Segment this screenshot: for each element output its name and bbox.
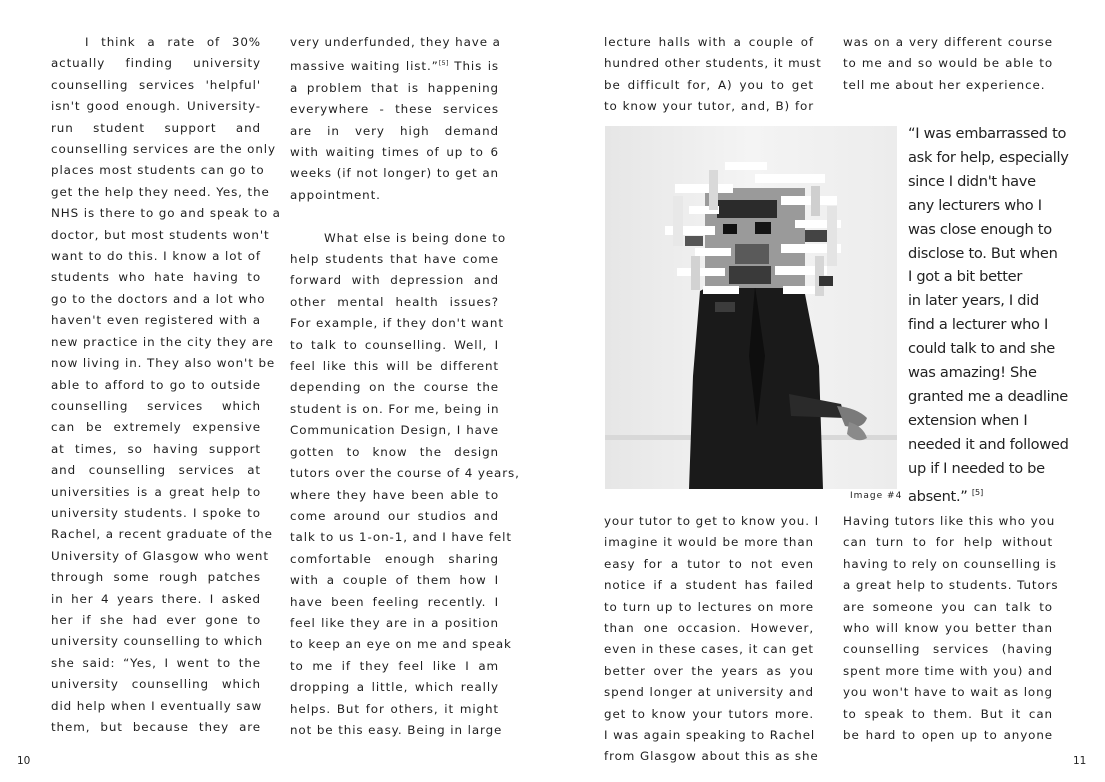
quote-line: in later years, I did <box>908 292 1039 310</box>
body-line: easy for a tutor to not even <box>604 556 814 571</box>
body-line: want to do this. I know a lot of <box>51 249 261 264</box>
body-line: student is on. For me, being in <box>290 401 500 416</box>
body-line: gotten to know the design <box>290 444 499 459</box>
body-line: universities is a great help to <box>51 484 261 499</box>
body-line: spend longer at university and <box>604 685 814 700</box>
body-line: places most students can go to <box>51 163 265 178</box>
body-line: university counselling to which <box>51 634 264 649</box>
quote-line: ask for help, especially <box>908 148 1069 166</box>
quote-line: was amazing! She <box>908 364 1037 382</box>
body-line: having to rely on counselling is <box>843 556 1057 571</box>
body-line: I think a rate of 30% <box>85 35 261 49</box>
left-page-column-2 <box>290 32 520 741</box>
body-line: feel like they are in a position <box>290 615 499 630</box>
portrait-photo <box>605 126 897 489</box>
fragmented-portrait-image <box>605 126 897 489</box>
body-line: can turn to for help without <box>843 535 1053 550</box>
body-line: Rachel, a recent graduate of the <box>51 527 273 542</box>
body-line: them, but because they are <box>51 720 261 734</box>
body-line: help students that have come <box>290 252 499 267</box>
body-line: get to know your tutors more. <box>604 706 814 721</box>
body-line: have been feeling recently. I <box>290 594 499 609</box>
reference-marker: [5] <box>971 487 984 497</box>
body-line: tell me about her experience. <box>843 77 1046 92</box>
quote-line: up if I needed to be <box>908 459 1045 477</box>
right-page-column-1-top <box>604 32 822 118</box>
body-line: students who hate having to <box>51 270 261 285</box>
body-line: even in these cases, it can get <box>604 642 814 657</box>
body-line: depending on the course the <box>290 380 499 395</box>
body-line: a great help to students. Tutors <box>843 578 1059 593</box>
body-line: can be extremely expensive <box>51 420 261 435</box>
pull-quote <box>908 122 1098 509</box>
body-line: was on a very different course <box>843 35 1053 49</box>
quote-line: was close enough to <box>908 220 1052 238</box>
right-page-column-1-bottom <box>604 511 819 768</box>
quote-line-last <box>908 481 1098 509</box>
body-line: be difficult for, A) you to get <box>604 77 814 92</box>
body-line: imagine it would be more than <box>604 535 814 550</box>
body-line: able to afford to go to outside <box>51 377 261 392</box>
reference-marker: [5] <box>438 59 449 68</box>
body-line: very underfunded, they have a <box>290 35 501 49</box>
body-line: in her 4 years there. I asked <box>51 591 261 606</box>
body-line: other mental health issues? <box>290 294 499 309</box>
body-line: What else is being done to <box>324 230 507 245</box>
quote-line: could talk to and she <box>908 340 1055 358</box>
body-line: new practice in the city they are <box>51 334 274 349</box>
body-line: than one occasion. However, <box>604 621 814 636</box>
body-line: I was again speaking to Rachel <box>604 728 816 743</box>
body-line: university counselling which <box>51 677 261 692</box>
quote-line: needed it and followed <box>908 435 1069 453</box>
body-line: to turn up to lectures on more <box>604 599 814 614</box>
quote-line: “I was embarrassed to <box>908 125 1067 142</box>
body-line: doctor, but most students won't <box>51 227 270 242</box>
body-line: run student support and <box>51 120 261 135</box>
body-line: hundred other students, it must <box>604 56 822 71</box>
page-number-left: 10 <box>17 755 31 767</box>
body-line: through some rough patches <box>51 570 261 585</box>
quote-line: find a lecturer who I <box>908 316 1049 334</box>
paragraph-gap <box>290 206 499 227</box>
body-line: forward with depression and <box>290 273 499 288</box>
body-line: tutors over the course of 4 years, <box>290 466 520 481</box>
body-line: notice if a student has failed <box>604 578 814 593</box>
quote-line: since I didn't have <box>908 172 1036 190</box>
body-line: her if she had ever gone to <box>51 612 261 627</box>
quote-line: any lecturers who I <box>908 196 1042 214</box>
body-line: to me if they feel like I am <box>290 658 499 673</box>
body-line: you won't have to wait as long <box>843 685 1053 700</box>
quote-line: I got a bit better <box>908 268 1023 286</box>
body-line: at times, so having support <box>51 441 261 456</box>
body-line: now living in. They also won't be <box>51 356 276 371</box>
body-line: Communication Design, I have <box>290 423 499 438</box>
body-line: to keep an eye on me and speak <box>290 637 512 652</box>
body-line: get the help they need. Yes, the <box>51 184 270 199</box>
body-line: to me and so would be able to <box>843 56 1053 71</box>
body-line: go to the doctors and a lot who <box>51 291 266 306</box>
body-line: your tutor to get to know you. I <box>604 514 819 528</box>
body-line: weeks (if not longer) to get an <box>290 166 499 181</box>
body-line: NHS is there to go and speak to a <box>51 206 281 221</box>
body-line: comfortable enough sharing <box>290 551 499 566</box>
body-line: isn't good enough. University- <box>51 99 261 114</box>
body-line: with a couple of them how I <box>290 573 499 588</box>
body-line: feel like this will be different <box>290 359 499 374</box>
body-line: where they have been able to <box>290 487 499 502</box>
quote-line: disclose to. But when <box>908 244 1058 262</box>
body-line: actually finding university <box>51 56 261 71</box>
body-line: For example, if they don't want <box>290 316 504 331</box>
right-page-column-2-top <box>843 32 1053 96</box>
image-caption: Image #4 <box>850 491 903 501</box>
body-line: to know your tutor, and, B) for <box>604 99 814 114</box>
body-line: and counselling services at <box>51 463 261 478</box>
body-line: everywhere - these services <box>290 102 499 117</box>
body-line: who will know you better than <box>843 621 1053 636</box>
body-line: haven't even registered with a <box>51 313 261 328</box>
body-line: university students. I spoke to <box>51 505 261 520</box>
body-line: come around our studios and <box>290 508 499 523</box>
page-number-right: 11 <box>1073 755 1087 767</box>
body-line: with waiting times of up to 6 <box>290 145 499 160</box>
quote-text: absent.” <box>908 487 968 505</box>
body-line: talk to us 1-on-1, and I have felt <box>290 530 512 545</box>
body-text: massive waiting list.” <box>290 59 439 74</box>
body-line: from Glasgow about this as she <box>604 749 819 764</box>
body-line: appointment. <box>290 187 381 202</box>
body-line: to talk to counselling. Well, I <box>290 337 499 352</box>
body-line: better over the years as you <box>604 663 814 678</box>
body-line: are in very high demand <box>290 123 499 138</box>
body-line: she said: “Yes, I went to the <box>51 655 261 670</box>
body-line: are someone you can talk to <box>843 599 1053 614</box>
body-line: counselling services (having <box>843 642 1053 657</box>
body-line: did help when I eventually saw <box>51 698 263 713</box>
body-line-with-reference <box>290 53 499 77</box>
body-line: dropping a little, which really <box>290 680 499 695</box>
body-text: This is <box>448 59 499 74</box>
body-line: not be this easy. Being in large <box>290 722 503 737</box>
body-line: University of Glasgow who went <box>51 548 269 563</box>
left-page-column-1 <box>51 32 281 738</box>
body-line: Having tutors like this who you <box>843 514 1056 528</box>
body-line: counselling services which <box>51 398 261 413</box>
body-line: counselling services 'helpful' <box>51 77 261 92</box>
body-line: counselling services are the only <box>51 142 276 157</box>
quote-line: granted me a deadline <box>908 387 1068 405</box>
body-line: be hard to open up to anyone <box>843 728 1053 743</box>
body-line: lecture halls with a couple of <box>604 35 814 49</box>
body-line: a problem that is happening <box>290 80 499 95</box>
body-line: spent more time with you) and <box>843 663 1054 678</box>
right-page-column-2-bottom <box>843 511 1059 746</box>
body-line: helps. But for others, it might <box>290 701 499 716</box>
quote-line: extension when I <box>908 411 1028 429</box>
body-line: to speak to them. But it can <box>843 706 1053 721</box>
